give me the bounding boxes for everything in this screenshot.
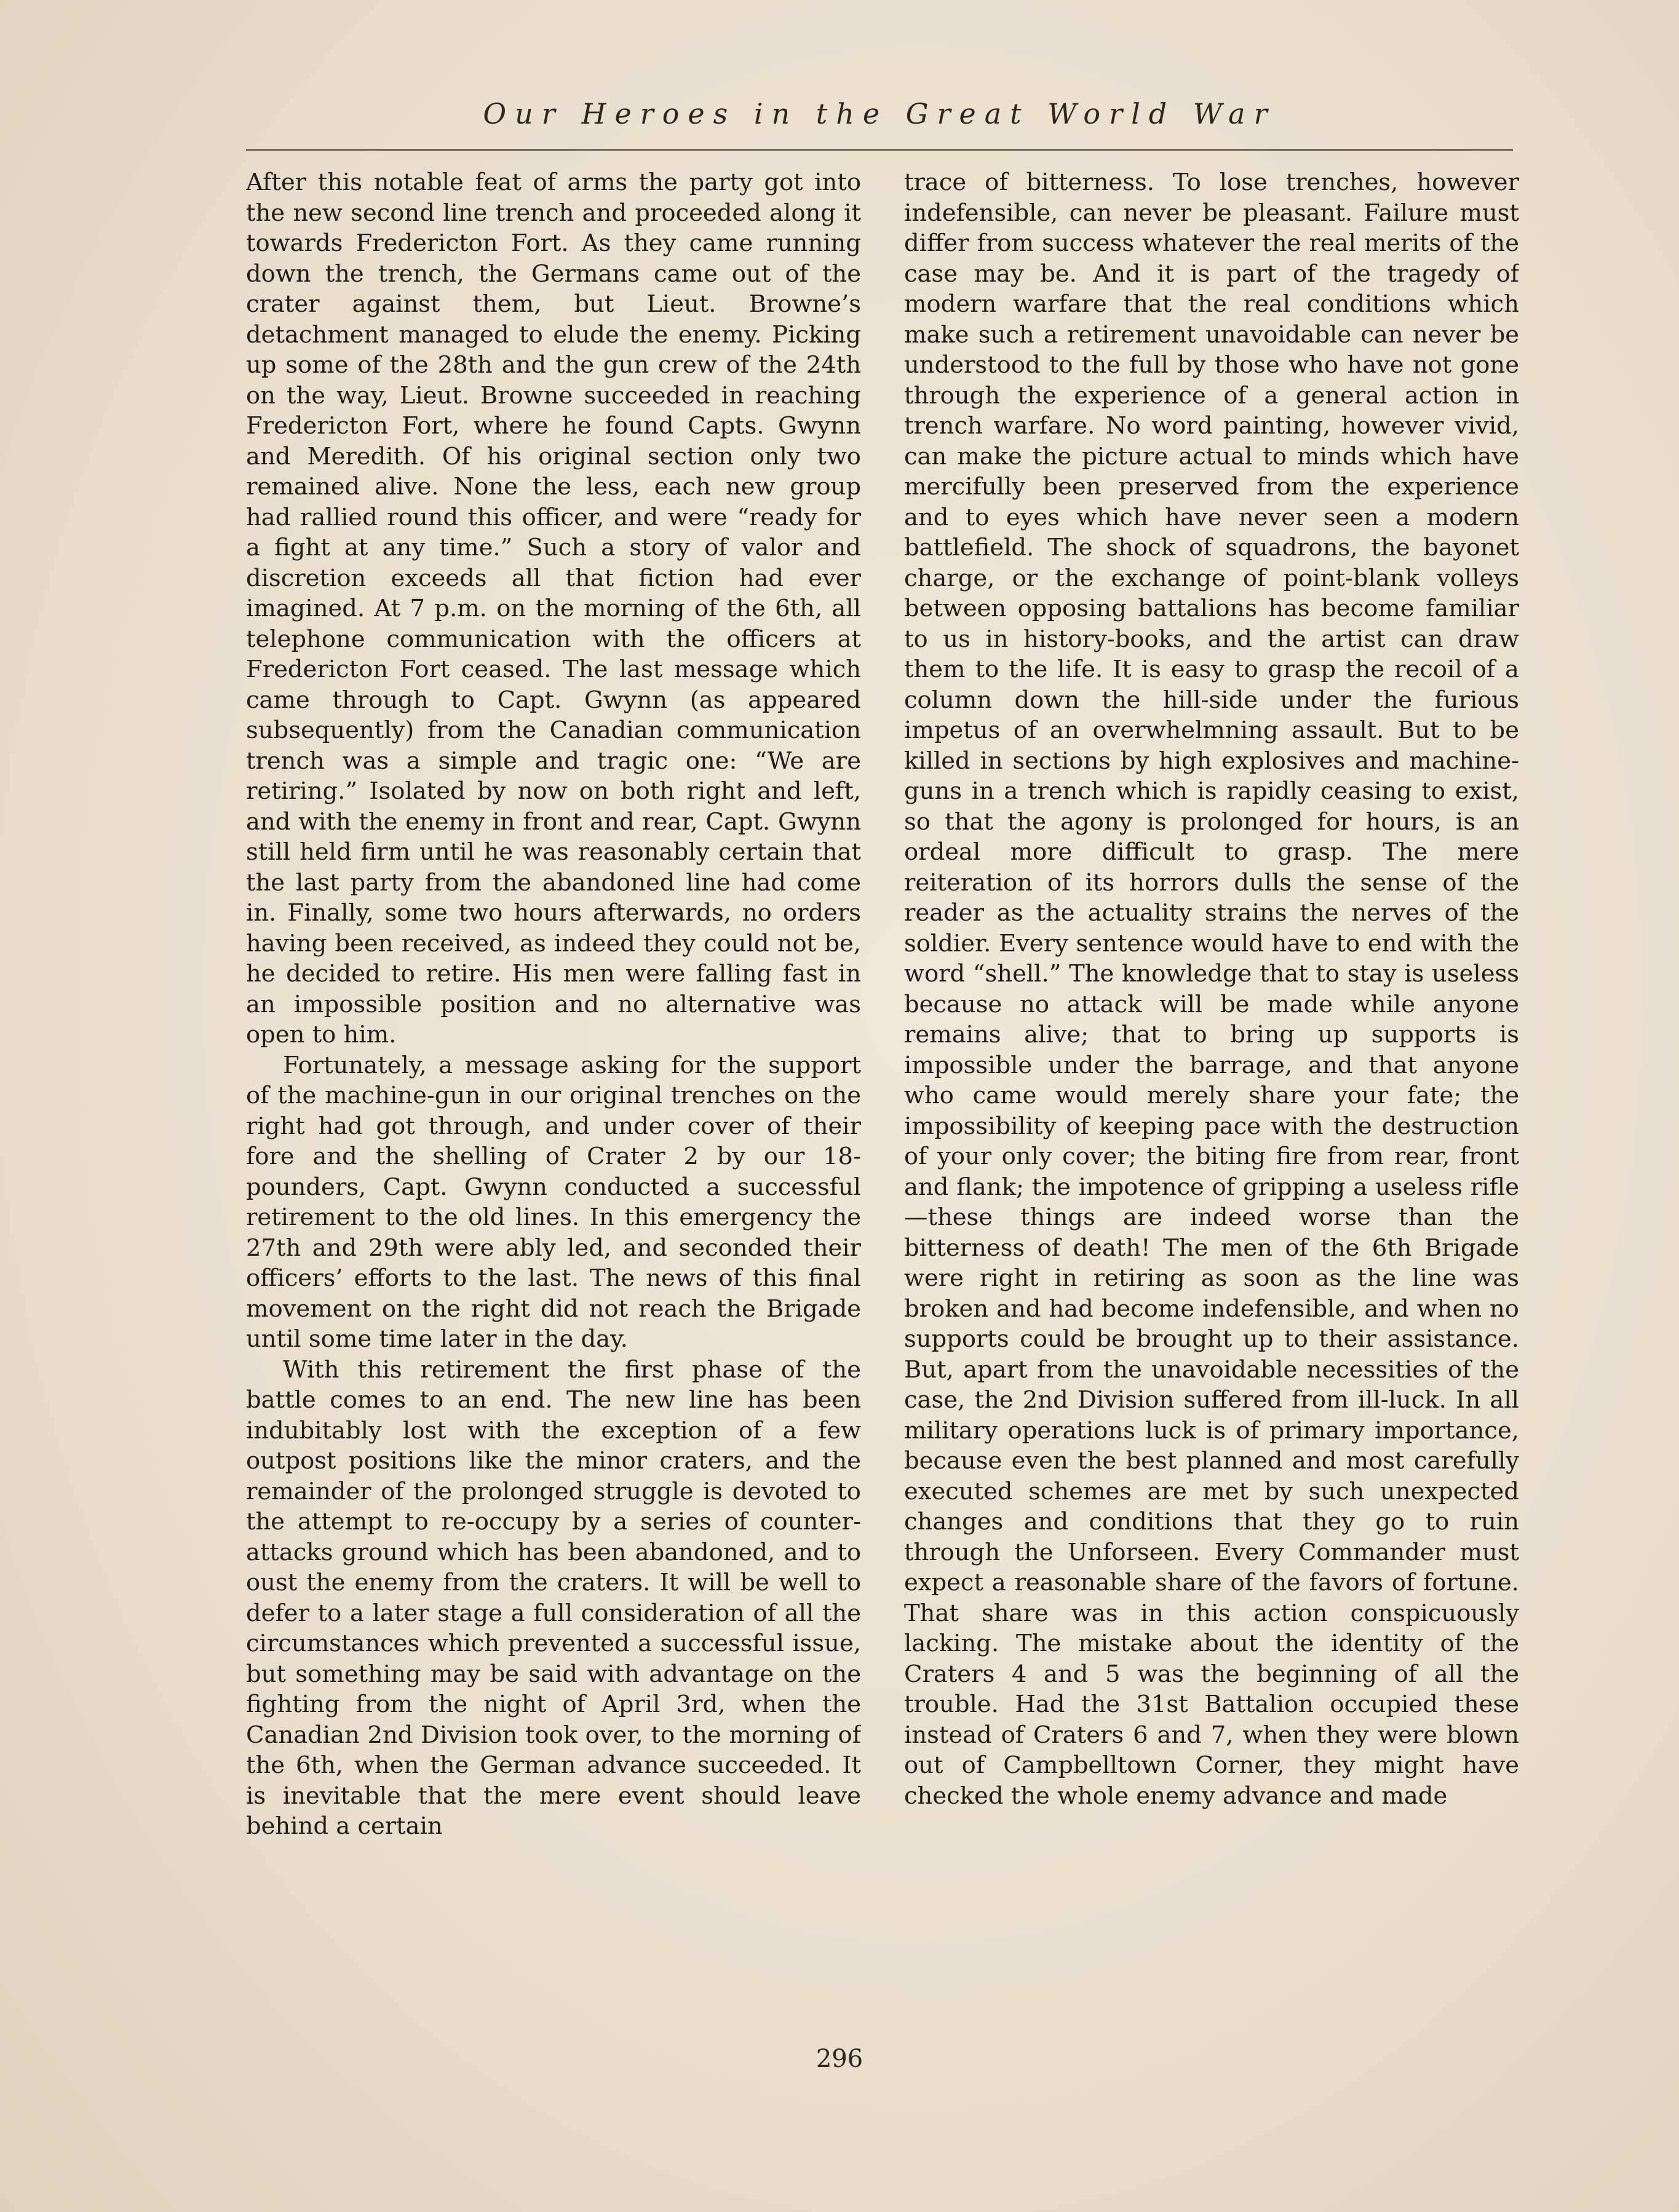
- running-title: Our Heroes in the Great World War: [483, 97, 1276, 130]
- paragraph: After this notable feat of arms the party got into the new second line trench and proceeded along it towards Fredericton Fort. As they came running down the trench, the Germans came out of the crater against them, but Lieut. Browne’s detachment managed to elude the enemy. Picking up some of the 28th and the gun crew of the 24th on the way, Lieut. Browne succeeded in reaching Fredericton Fort, where he found Capts. Gwynn and Meredith. Of his original section only two remained alive. None the less, each new group had rallied round this officer, and were “ready for a fight at any time.” Such a story of valor and discretion exceeds all that fiction had ever imagined. At 7 p.m. on the morning of the 6th, all telephone communication with the officers at Fredericton Fort ceased. The last message which came through to Capt. Gwynn (as appeared subsequently) from the Canadian communication trench was a simple and tragic one: “We are retiring.” Isolated by now on both right and left, and with the enemy in front and rear, Capt. Gwynn still held firm until he was reasonably certain that the last party from the abandoned line had come in. Finally, some two hours afterwards, no orders having been received, as indeed they could not be, he decided to retire. His men were falling fast in an impossible position and no alternative was open to him.: [246, 168, 861, 1049]
- left-column: [246, 167, 861, 2031]
- paragraph: With this retirement the first phase of the battle comes to an end. The new line has been indubitably lost with the exception of a few outpost positions like the minor craters, and the remainder of the prolonged struggle is devoted to the attempt to re-occupy by a series of counter-attacks ground which has been abandoned, and to oust the enemy from the craters. It will be well to defer to a later stage a full consideration of all the circumstances which prevented a successful issue, but something may be said with advantage on the fighting from the night of April 3rd, when the Canadian 2nd Division took over, to the morning of the 6th, when the German advance succeeded. It is inevitable that the mere event should leave behind a certain: [246, 1355, 861, 1840]
- paragraph: Fortunately, a message asking for the support of the machine-gun in our original trenches on the right had got through, and under cover of their fore and the shelling of Crater 2 by our 18-pounders, Capt. Gwynn conducted a successful retirement to the old lines. In this emergency the 27th and 29th were ably led, and seconded their officers’ efforts to the last. The news of this final movement on the right did not reach the Brigade until some time later in the day.: [246, 1051, 861, 1353]
- right-column: [904, 167, 1519, 2031]
- page-number: 296: [816, 2045, 863, 2073]
- paragraph: trace of bitterness. To lose trenches, however indefensible, can never be pleasant. Failure must differ from success whatever the real merits of the case may be. And it is part of the tragedy of modern warfare that the real conditions which make such a retirement unavoidable can never be understood to the full by those who have not gone through the experience of a general action in trench warfare. No word painting, however vivid, can make the picture actual to minds which have mercifully been preserved from the experience and to eyes which have never seen a modern battlefield. The shock of squadrons, the bayonet charge, or the exchange of point-blank volleys between opposing battalions has become familiar to us in history-books, and the artist can draw them to the life. It is easy to grasp the recoil of a column down the hill-side under the furious impetus of an overwhelmning assault. But to be killed in sections by high explosives and machine-guns in a trench which is rapidly ceasing to exist, so that the agony is prolonged for hours, is an ordeal more difficult to grasp. The mere reiteration of its horrors dulls the sense of the reader as the actuality strains the nerves of the soldier. Every sentence would have to end with the word “shell.” The knowledge that to stay is useless because no attack will be made while anyone remains alive; that to bring up supports is impossible under the barrage, and that anyone who came would merely share your fate; the impossibility of keeping pace with the destruction of your only cover; the biting fire from rear, front and flank; the impotence of gripping a useless rifle—these things are indeed worse than the bitterness of death! The men of the 6th Brigade were right in retiring as soon as the line was broken and had become indefensible, and when no supports could be brought up to their assistance. But, apart from the unavoidable necessities of the case, the 2nd Division suffered from ill-luck. In all military operations luck is of primary importance, because even the best planned and most carefully executed schemes are met by such unexpected changes and conditions that they go to ruin through the Unforseen. Every Commander must expect a reasonable share of the favors of fortune. That share was in this action conspicuously lacking. The mistake about the identity of the Craters 4 and 5 was the beginning of all the trouble. Had the 31st Battalion occupied these instead of Craters 6 and 7, when they were blown out of Campbelltown Corner, they might have checked the whole enemy advance and made: [904, 168, 1519, 1810]
- header-rule: [246, 149, 1513, 151]
